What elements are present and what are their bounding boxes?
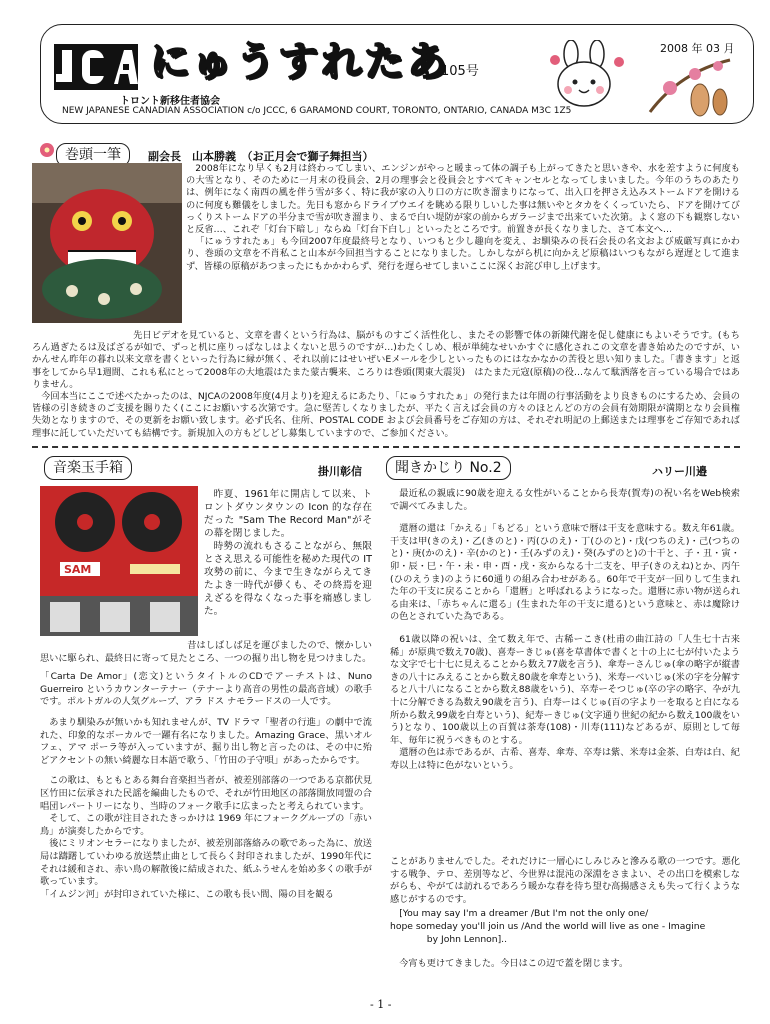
- issue-date: 2008 年 03 月: [660, 42, 735, 55]
- kantou-paragraph-2: 「にゅうすれたぁ」も今回2007年度最終号となり、いつもと少し趣向を変え、お馴染みの長石会長の名文および威厳写真にかわり、巻頭の文章を不肖私こと山本が今回担当することになりました。しかしながら机に向かえど原稿はいつもながら遅遅として進まず、皆様の原稿があつまったにもかかわらず、発行を遅らせてしまいここに深くお詫び申し上げます。: [186, 236, 740, 272]
- issue-number: 105号: [441, 64, 479, 79]
- ongaku-main-text: [40, 640, 372, 901]
- kikikajiri-paragraph-1: 最近私の親戚に90歳を迎える女性がいることから長寿(賀寿)の祝い名をWeb検索で調べてみました。: [390, 488, 740, 512]
- kikikajiri-byline: ハリー川邉: [652, 465, 707, 478]
- kantou-paragraph-4: 今回本当にここで述べたかったのは、NJCAの2008年度(4月より)を迎えるにあたり、「にゅうすれたぁ」の発行または年間の行事活動をより良きものにするため、会員の皆様の引き続きのご支援を賜りたく(ここにお願いする次第です。急に堅苦しくなりましたが、平たく言えば会員の方々のほとんどの方の会員有効期限が満期となり会員権失効となりますので、その更新をお願い致します。必ず氏名、住所、POSTAL CODE および会員番号をご存知の方は、それぞれ明記の上郵送または理事をご存知であれば理事に託していただいても結構です。新規加入の方もどしどし募集していますので、ご参加ください。: [32, 391, 740, 439]
- ongaku-paragraph-3: 昔はしばしば足を運びましたので、懐かしい思いに駆られ、最終日に寄って見たところ、一つの掘り出し物を見つけました。: [40, 640, 372, 664]
- lion-dance-mask-photo: [32, 163, 182, 323]
- ongaku-paragraph-2: 時勢の流れもさることながら、無限とさえ思える可能性を秘めた現代の IT 攻勢の前に、今まで生きながらえてきたよき一時代が儚くも、その終焉を迎えざるを得なくなった事を痛感しました。: [204, 541, 372, 617]
- closing-paragraph: 今宵も更けてきました。今日はこの辺で蓋を閉じます。: [399, 958, 629, 970]
- ongaku-paragraph-8: 後にミリオンセラーになりましたが、被差別部落絡みの歌であった為に、放送局は躊躇していわゆる放送禁止曲として長らく封印されましたが、1990年代にそれは緩和され、赤い鳥の解散後に結成された、紙ふうせんを始め多くの歌手が歌っています。: [40, 838, 372, 888]
- ongaku-side-text: [204, 488, 372, 618]
- svg-text:SAM: SAM: [64, 563, 92, 576]
- kantou-paragraph-1: 2008年になり早くも2月は終わってしまい、エンジンがやっと暖まって体の調子も上がってきたと思いきや、水を差すように何度もの大雪となり、そのために一月末の役員会、2月の理事会と役員会とすべてキャンセルとなってしまいました。今年のうちのあたりは、例年になく南西の風を伴う雪が多く、特に我が家の入り口の方に吹き溜まりになって、出入口を押さえ込みストームドアを開けるのに何度も難儀をしました。先日も窓からドライブウエイを眺める限りしいした事は無いやとタカをくくっていたら、ドアを開けてびっくりストームドアの半分まで雪が吹き溜まり、まるで白い堤防が家の前からガラージまで出来ていた次第。よく窓の下も観察しないと反省…、これぞ「灯台下暗し」ならぬ「灯台下白し」といったところです。前置きが長くなりました、さて本文へ…: [186, 163, 740, 236]
- organization-name-ja: トロント新移住者協会: [120, 96, 220, 107]
- section-divider: [32, 446, 740, 448]
- kantou-byline: 副会長 山本勝義 （お正月会で獅子舞担当）: [148, 150, 374, 163]
- kantou-paragraph-3: 先日ビデオを見ていると、文章を書くという行為は、脳がものすごく活性化し、またその影響で体の新陳代謝を促し健康にもよいそうです。(もちろん過ぎたるは及ばざるが如で、ずっと机に座りっぱなしはよくないと思うのですが…)わたくしめ、根が単純なせいかすぐに感化されこの文章を書き始めたのですが、いかんせん昨年の暮れ以来文章を書くといった行為に縁が無く、それ以前にはせいぜいEメールを少しといったものにはなかなかの苦役と思い知りました。「書きます」と返事をしてから早1週間、これも私にとって2008年の大地震はたまた蒙古襲来、ころりは巻頭(関東大震災) はたまた元寇(原稿)の役…なんて駄洒落を言っている場合ではありません。: [32, 330, 740, 390]
- ongaku-byline: 掛川彰信: [318, 465, 362, 478]
- ongaku-continued-text: [390, 856, 740, 971]
- section-title-ongaku: 音楽玉手箱: [44, 456, 132, 480]
- kantou-lower-text: [32, 330, 740, 440]
- sam-the-record-man-storefront-photo: [40, 486, 198, 636]
- ongaku-paragraph-9: 「イムジン河」が封印されていた様に、この歌も長い間、陽の目を観る: [40, 888, 334, 900]
- kikikajiri-paragraph-2: 還暦の還は「かえる」「もどる」という意味で暦は干支を意味する。数え年61歳。干支は甲(きのえ)・乙(きのと)・丙(ひのえ)・丁(ひのと)・戊(つちのえ)・己(つちのと)・庚(かのえ)・辛(かのと)・壬(みずのえ)・癸(みずのと)の十干と、子・丑・寅・卯・辰・巳・午・未・申・酉・戌・亥からなる十二支を、甲子(きのえね)とか、丙午(ひのえうま)のように60通りの組み合わせがある。60年で干支が一回りして生まれた年の干支に戻ることから「還暦」と呼ばれるようになった。還暦に赤い物が送られる由来は、「赤ちゃんに還る」(生まれた年の干支に還る)という意味と、赤は魔除けの色とされていた為である。: [390, 523, 740, 623]
- ongaku-paragraph-5: あまり馴染みが無いかも知れませんが、TV ドラマ「聖者の行進」の劇中で流れた、印象的なボーカルで一躍有名になりました。Amazing Grace、黒いオルフェ、アマ ポーラ等が入っていますが、掘り出し物と言ったのは、その中に殆どアクセントの無い綺麗な日本語で歌う、「竹田の子守唄」があったからです。: [40, 716, 372, 766]
- newsletter-banner: にゅうすれたあ: [150, 39, 451, 85]
- ongaku-paragraph-4: 「Carta De Amor」(恋文)というタイトルのCDでアーチストは、Nuno Guerreiro というカウンターテナー（テナーより高音の男性の最高音域）の歌手です。ポルトガルの人気グループ、アラ ドス ナモラードスの一人です。: [40, 671, 372, 708]
- kikikajiri-paragraph-3: 61歳以降の祝いは、全て数え年で、古稀ーこき(杜甫の曲江詩の「人生七十古来稀」が原典で数え70歳)、喜寿ーきじゅ(喜を草書体で書くと十の上に七が付いたような文字で七十七に見えることから数え77歳を言う)、傘寿ーさんじゅ(傘の略字が縦書きの八十にみえることから数え80歳を傘寿という)、米寿ーべいじゅ(米の字を分解すると八十八になることから数え88歳をいう)、卒寿ーそつじゅ(卒の字の略字、卆が九十に分解できる為数え90歳を言う)、白寿ーはくじゅ(百の字より一を取ると白になる所から数え99歳を白寿という)、紀寿ーきじゅ(文字通り世紀の紀から数え100歳をいう)となり、100歳以上の百賀は茶寿(108)・川寿(111)などあるが、原則として毎年、毎年に祝うべきものとする。: [390, 633, 740, 746]
- kikikajiri-text: [390, 488, 740, 772]
- ongaku-paragraph-6: この歌は、もともとある舞台音楽担当者が、被差別部落の一つである京都伏見区竹田に伝承された民謡を編曲したもので、それが竹田地区の部落開放同盟の合唱団レパートリーになり、当時のフォーク歌手に広まったと考えられています。: [40, 775, 372, 812]
- kantou-upper-text: [186, 163, 740, 273]
- page-number: - 1 -: [370, 998, 392, 1011]
- kikikajiri-paragraph-4: 還暦の色は赤であるが、古希、喜寿、傘寿、卒寿は紫、米寿は金茶、白寿は白、紀寿以上は特に色がないという。: [390, 747, 740, 771]
- section-title-kikikajiri: 聞きかじり No.2: [386, 456, 511, 480]
- organization-address: NEW JAPANESE CANADIAN ASSOCIATION c/o JCCC, 6 GARAMOND COURT, TORONTO, ONTARIO, CANADA M3C 1Z5: [62, 106, 572, 116]
- lennon-quote-line-2: hope someday you'll join us /And the world will live as one - Imagine: [390, 920, 706, 932]
- lennon-quote-line-1: [You may say I'm a dreamer /But I'm not the only one/: [399, 908, 649, 920]
- ongaku-paragraph-1: 昨夏、1961年に開店して以来、トロントダウンタウンの Icon 的な存在だった "Sam The Record Man"がその幕を閉じました。: [204, 489, 372, 539]
- ongaku-continued-paragraph: ことがありませんでした。それだけに一層心にしみじみと滲みる歌の一つです。悪化する戦争、テロ、差別等など、今世界は混沌の深淵をさまよい、その出口を模索しながらも、やがては訪れるであろう暖かな春を待ち望む高揚感さえも失って行くような感じがするのです。: [390, 856, 741, 905]
- ongaku-paragraph-7: そして、この歌が注目されたきっかけは 1969 年にフォークグループの「赤い鳥」が演奏したからです。: [40, 813, 372, 837]
- plum-blossom-decoration-icon: [640, 52, 740, 120]
- lennon-quote-line-3: by John Lennon]..: [426, 933, 508, 945]
- jca-logo: [54, 44, 138, 90]
- flower-bullet-icon: [38, 142, 56, 158]
- section-title-kantou: 巻頭一筆: [56, 143, 130, 167]
